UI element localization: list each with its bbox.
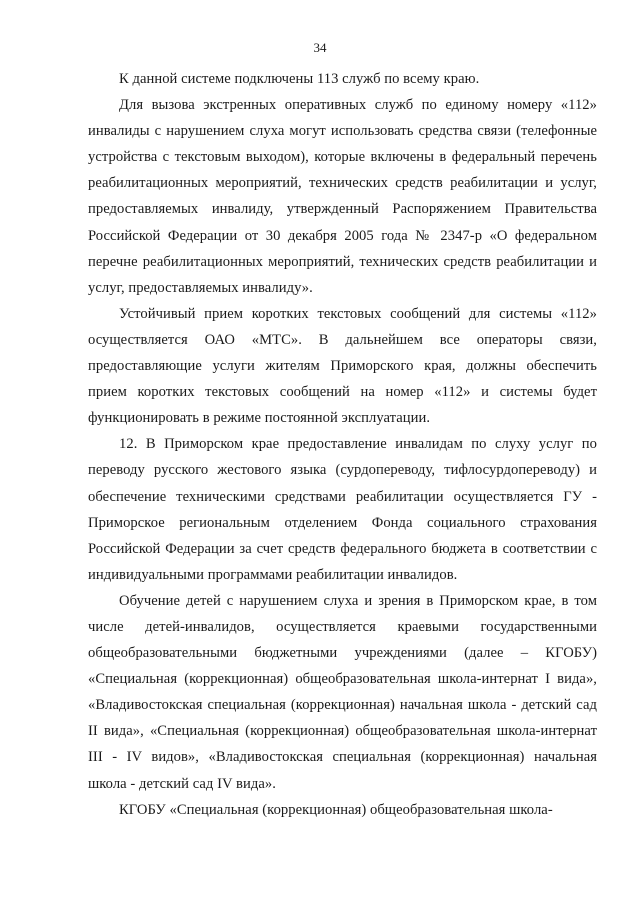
page-number: 34 [313, 40, 327, 55]
paragraph-emergency-112: Для вызова экстренных оперативных служб по единому номеру «112» инвалиды с нарушением слуха могут использовать средства связи (телефонные устройства с текстовым выходом), которые включены в федеральный перечень реабилитационных мероприятий, технических средств реабилитации и услуг, предоставляемых инвалиду, утвержденный Распоряжением Правительства Российской Федерации от 30 декабря 2005 года № 2347-р «О федеральном перечне реабилитационных мероприятий, технических средств реабилитации и услуг, предоставляемых инвалиду». [88, 97, 597, 296]
paragraph-sign-language-services: 12. В Приморском крае предоставление инвалидам по слуху услуг по переводу русского жестового языка (сурдопереводу, тифлосурдопереводу) и обеспечение техническими средствами реабилитации осуществляется ГУ - Приморское региональным отделением Фонда социального страхования Российской Федерации за счет средств федерального бюджета в соответствии с индивидуальными программами реабилитации инвалидов. [88, 436, 597, 583]
paragraph-sms-reception: Устойчивый прием коротких текстовых сообщений для системы «112» осуществляется ОАО «МТС». В дальнейшем все операторы связи, предоставляющие услуги жителям Приморского края, должны обеспечить прием коротких текстовых сообщений на номер «112» и системы будет функционировать в режиме постоянной эксплуатации. [88, 305, 597, 427]
paragraph-kgobu: КГОБУ «Специальная (коррекционная) общеобразовательная школа- [119, 801, 553, 818]
page-body [88, 66, 597, 823]
paragraph-education: Обучение детей с нарушением слуха и зрения в Приморском крае, в том числе детей-инвалидов, осуществляется краевыми государственными общеобразовательными бюджетными учреждениями (далее – КГОБУ) «Специальная (коррекционная) общеобразовательная школа-интернат I вида», «Владивостокская специальная (коррекционная) начальная школа - детский сад II вида», «Специальная (коррекционная) общеобразовательная школа-интернат III - IV видов», «Владивостокская специальная (коррекционная) начальная школа - детский сад IV вида». [88, 592, 597, 792]
paragraph-connected-services: К данной системе подключены 113 служб по всему краю. [119, 71, 480, 87]
